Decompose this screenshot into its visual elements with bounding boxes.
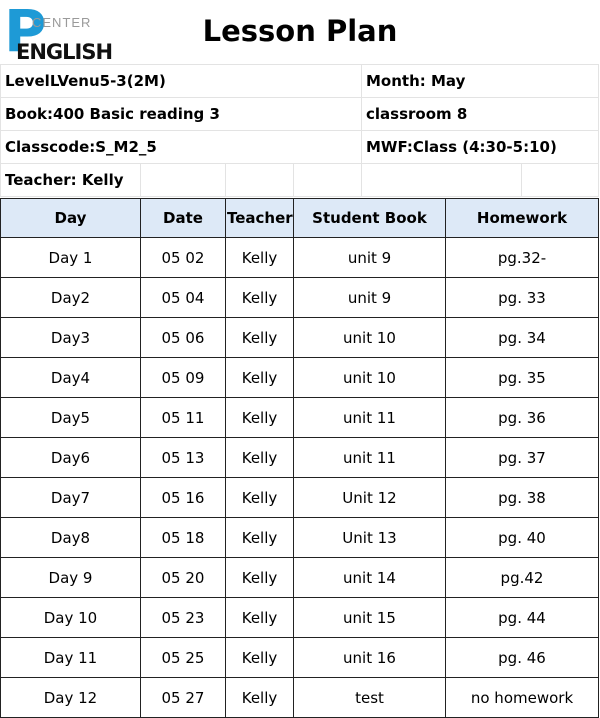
teacher-cell: Kelly — [226, 598, 294, 638]
table-row — [1, 358, 599, 398]
teacher-cell: Kelly — [226, 238, 294, 278]
info-row-classcode — [1, 131, 599, 164]
date-cell: 05 09 — [141, 358, 226, 398]
homework-cell: pg.42 — [446, 558, 599, 598]
day-cell: Day8 — [1, 518, 141, 558]
table-row — [1, 438, 599, 478]
day-cell: Day 12 — [1, 678, 141, 718]
day-cell: Day7 — [1, 478, 141, 518]
teacher-cell: Teacher: Kelly — [1, 164, 141, 197]
empty-cell — [362, 164, 522, 197]
date-cell: 05 11 — [141, 398, 226, 438]
date-cell: 05 16 — [141, 478, 226, 518]
student-book-cell: Unit 12 — [294, 478, 446, 518]
column-header-date: Date — [141, 199, 226, 238]
homework-cell: pg.32- — [446, 238, 599, 278]
day-cell: Day5 — [1, 398, 141, 438]
table-row — [1, 398, 599, 438]
homework-cell: pg. 34 — [446, 318, 599, 358]
teacher-cell: Kelly — [226, 478, 294, 518]
student-book-cell: unit 11 — [294, 438, 446, 478]
date-cell: 05 04 — [141, 278, 226, 318]
date-cell: 05 06 — [141, 318, 226, 358]
table-row — [1, 278, 599, 318]
column-header-day: Day — [1, 199, 141, 238]
day-cell: Day6 — [1, 438, 141, 478]
classroom-cell: classroom 8 — [362, 98, 599, 131]
book-cell: Book:400 Basic reading 3 — [1, 98, 362, 131]
student-book-cell: test — [294, 678, 446, 718]
teacher-cell: Kelly — [226, 678, 294, 718]
student-book-cell: unit 10 — [294, 358, 446, 398]
student-book-cell: unit 10 — [294, 318, 446, 358]
date-cell: 05 27 — [141, 678, 226, 718]
date-cell: 05 25 — [141, 638, 226, 678]
teacher-cell: Kelly — [226, 358, 294, 398]
teacher-cell: Kelly — [226, 398, 294, 438]
student-book-cell: unit 14 — [294, 558, 446, 598]
day-cell: Day3 — [1, 318, 141, 358]
student-book-cell: unit 11 — [294, 398, 446, 438]
student-book-cell: Unit 13 — [294, 518, 446, 558]
teacher-cell: Kelly — [226, 558, 294, 598]
info-row-teacher — [1, 164, 599, 197]
homework-cell: pg. 36 — [446, 398, 599, 438]
date-cell: 05 18 — [141, 518, 226, 558]
day-cell: Day 10 — [1, 598, 141, 638]
table-row — [1, 638, 599, 678]
table-row — [1, 238, 599, 278]
info-row-book — [1, 98, 599, 131]
homework-cell: pg. 35 — [446, 358, 599, 398]
page-title: Lesson Plan — [202, 14, 398, 48]
table-header-row — [1, 199, 599, 238]
lesson-schedule-table — [0, 198, 599, 718]
day-cell: Day4 — [1, 358, 141, 398]
homework-cell: pg. 46 — [446, 638, 599, 678]
column-header-student-book: Student Book — [294, 199, 446, 238]
homework-cell: pg. 37 — [446, 438, 599, 478]
logo-center-text: CENTER — [32, 15, 92, 30]
column-header-homework: Homework — [446, 199, 599, 238]
table-row — [1, 518, 599, 558]
day-cell: Day 11 — [1, 638, 141, 678]
date-cell: 05 23 — [141, 598, 226, 638]
empty-cell — [226, 164, 294, 197]
table-row — [1, 678, 599, 718]
homework-cell: pg. 40 — [446, 518, 599, 558]
day-cell: Day 1 — [1, 238, 141, 278]
homework-cell: pg. 33 — [446, 278, 599, 318]
logo-p-letter: P — [4, 0, 45, 65]
student-book-cell: unit 9 — [294, 238, 446, 278]
homework-cell: pg. 38 — [446, 478, 599, 518]
empty-cell — [141, 164, 226, 197]
date-cell: 05 02 — [141, 238, 226, 278]
date-cell: 05 20 — [141, 558, 226, 598]
table-row — [1, 478, 599, 518]
class-info-grid — [0, 64, 599, 197]
column-header-teacher: Teacher — [226, 199, 294, 238]
logo-english-text: ENGLISH — [16, 40, 113, 64]
teacher-cell: Kelly — [226, 438, 294, 478]
homework-cell: no homework — [446, 678, 599, 718]
day-cell: Day 9 — [1, 558, 141, 598]
day-cell: Day2 — [1, 278, 141, 318]
teacher-cell: Kelly — [226, 278, 294, 318]
homework-cell: pg. 44 — [446, 598, 599, 638]
schedule-cell: MWF:Class (4:30-5:10) — [362, 131, 599, 164]
empty-cell — [294, 164, 362, 197]
teacher-cell: Kelly — [226, 518, 294, 558]
date-cell: 05 13 — [141, 438, 226, 478]
level-cell: LevelLVenu5-3(2M) — [1, 65, 362, 98]
teacher-cell: Kelly — [226, 638, 294, 678]
table-row — [1, 318, 599, 358]
table-row — [1, 598, 599, 638]
empty-cell — [522, 164, 599, 197]
student-book-cell: unit 15 — [294, 598, 446, 638]
student-book-cell: unit 16 — [294, 638, 446, 678]
table-row — [1, 558, 599, 598]
teacher-cell: Kelly — [226, 318, 294, 358]
info-row-level — [1, 65, 599, 98]
month-cell: Month: May — [362, 65, 599, 98]
student-book-cell: unit 9 — [294, 278, 446, 318]
classcode-cell: Classcode:S_M2_5 — [1, 131, 362, 164]
